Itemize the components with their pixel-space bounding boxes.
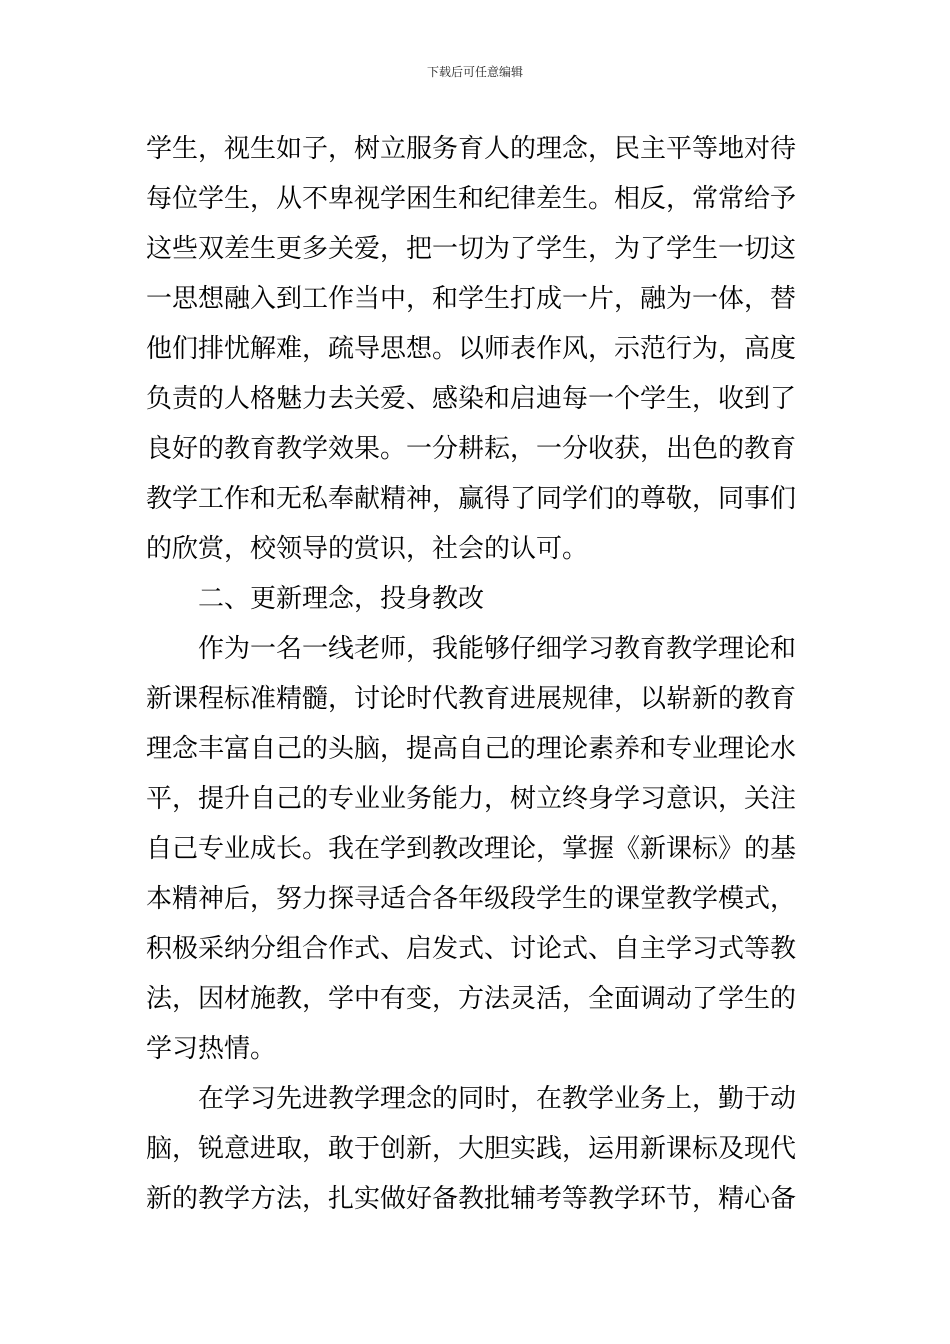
text-line-2: 每位学生，从不卑视学困生和纪律差生。相反，常常给予 bbox=[146, 184, 797, 214]
text-line-8: 教学工作和无私奉献精神，赢得了同学们的尊敬，同事们 bbox=[146, 484, 797, 514]
text-line-11: 作为一名一线老师，我能够仔细学习教育教学理论和 bbox=[198, 634, 797, 664]
text-line-7: 良好的教育教学效果。一分耕耘，一分收获，出色的教育 bbox=[146, 434, 797, 464]
text-line-12: 新课程标准精髓，讨论时代教育进展规律，以崭新的教育 bbox=[146, 684, 797, 714]
text-line-19: 学习热情。 bbox=[146, 1034, 277, 1064]
text-line-6: 负责的人格魅力去关爱、感染和启迪每一个学生，收到了 bbox=[146, 384, 797, 414]
text-line-18: 法，因材施教，学中有变，方法灵活，全面调动了学生的 bbox=[146, 984, 797, 1014]
document-body bbox=[146, 124, 816, 1224]
text-line-4: 一思想融入到工作当中，和学生打成一片，融为一体，替 bbox=[146, 284, 797, 314]
header-note: 下载后可任意编辑 bbox=[426, 65, 523, 79]
text-line-22: 新的教学方法，扎实做好备教批辅考等教学环节，精心备 bbox=[146, 1184, 797, 1214]
text-line-15: 自己专业成长。我在学到教改理论，掌握《新课标》的基 bbox=[146, 834, 797, 864]
text-line-3: 这些双差生更多关爱，把一切为了学生，为了学生一切这 bbox=[146, 234, 797, 264]
text-line-17: 积极采纳分组合作式、启发式、讨论式、自主学习式等教 bbox=[146, 934, 797, 964]
text-line-20: 在学习先进教学理念的同时，在教学业务上，勤于动 bbox=[198, 1084, 797, 1114]
text-line-5: 他们排忧解难，疏导思想。以师表作风，示范行为，高度 bbox=[146, 334, 797, 364]
text-line-16: 本精神后，努力探寻适合各年级段学生的课堂教学模式， bbox=[146, 884, 797, 914]
text-line-21: 脑，锐意进取，敢于创新，大胆实践，运用新课标及现代 bbox=[146, 1134, 797, 1164]
text-line-14: 平，提升自己的专业业务能力，树立终身学习意识，关注 bbox=[146, 784, 797, 814]
text-line-1: 学生，视生如子，树立服务育人的理念，民主平等地对待 bbox=[146, 134, 797, 164]
section-heading: 二、更新理念，投身教改 bbox=[198, 584, 485, 614]
text-line-9: 的欣赏，校领导的赏识，社会的认可。 bbox=[146, 534, 589, 564]
text-line-13: 理念丰富自己的头脑，提高自己的理论素养和专业理论水 bbox=[146, 734, 797, 764]
